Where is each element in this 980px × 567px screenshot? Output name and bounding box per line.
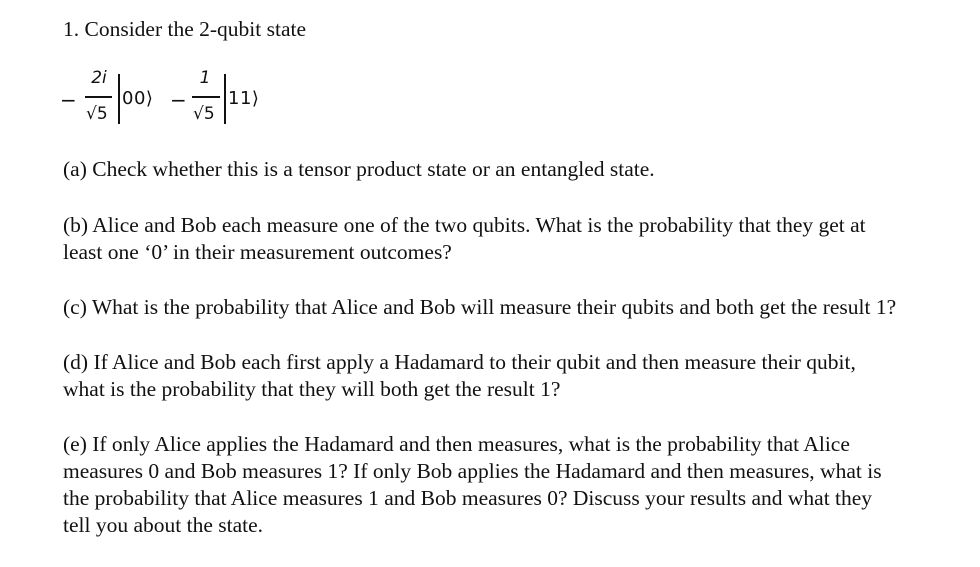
ket-2-vertical-bar: [224, 74, 226, 124]
part-a-text: (a) Check whether this is a tensor product state or an entangled state.: [63, 157, 655, 181]
ket-11: 11⟩: [228, 88, 260, 109]
part-e-line-2: measures 0 and Bob measures 1? If only Bob applies the Hadamard and then measures, what is: [63, 459, 882, 483]
part-d-line-1: (d) If Alice and Bob each first apply a Hadamard to their qubit and then measure their qubit,: [63, 350, 856, 374]
equation-leading-minus: −: [60, 88, 77, 112]
part-b-line-2: least one ‘0’ in their measurement outcomes?: [63, 240, 452, 264]
equation-minus-operator: −: [170, 88, 187, 112]
fraction-2-numerator: 1: [199, 68, 211, 88]
fraction-2-denominator: √5: [193, 104, 215, 124]
part-b-line-1: (b) Alice and Bob each measure one of the two qubits. What is the probability that they get at: [63, 213, 866, 237]
question-title: 1. Consider the 2-qubit state: [63, 17, 307, 41]
fraction-2-bar: [192, 96, 220, 98]
fraction-1-denominator: √5: [86, 104, 108, 124]
ket-00: 00⟩: [122, 88, 154, 109]
part-e-line-3: the probability that Alice measures 1 and Bob measures 0? Discuss your results and what they: [63, 486, 873, 510]
part-e-line-4: tell you about the state.: [63, 513, 264, 537]
fraction-1-bar: [85, 96, 112, 98]
part-e-line-1: (e) If only Alice applies the Hadamard and then measures, what is the probability that Alice: [63, 432, 850, 456]
fraction-1-numerator: 2i: [91, 68, 107, 88]
ket-1-vertical-bar: [118, 74, 120, 124]
part-d-line-2: what is the probability that they will both get the result 1?: [63, 377, 561, 401]
part-c-text: (c) What is the probability that Alice and Bob will measure their qubits and both get the result 1?: [63, 295, 897, 319]
